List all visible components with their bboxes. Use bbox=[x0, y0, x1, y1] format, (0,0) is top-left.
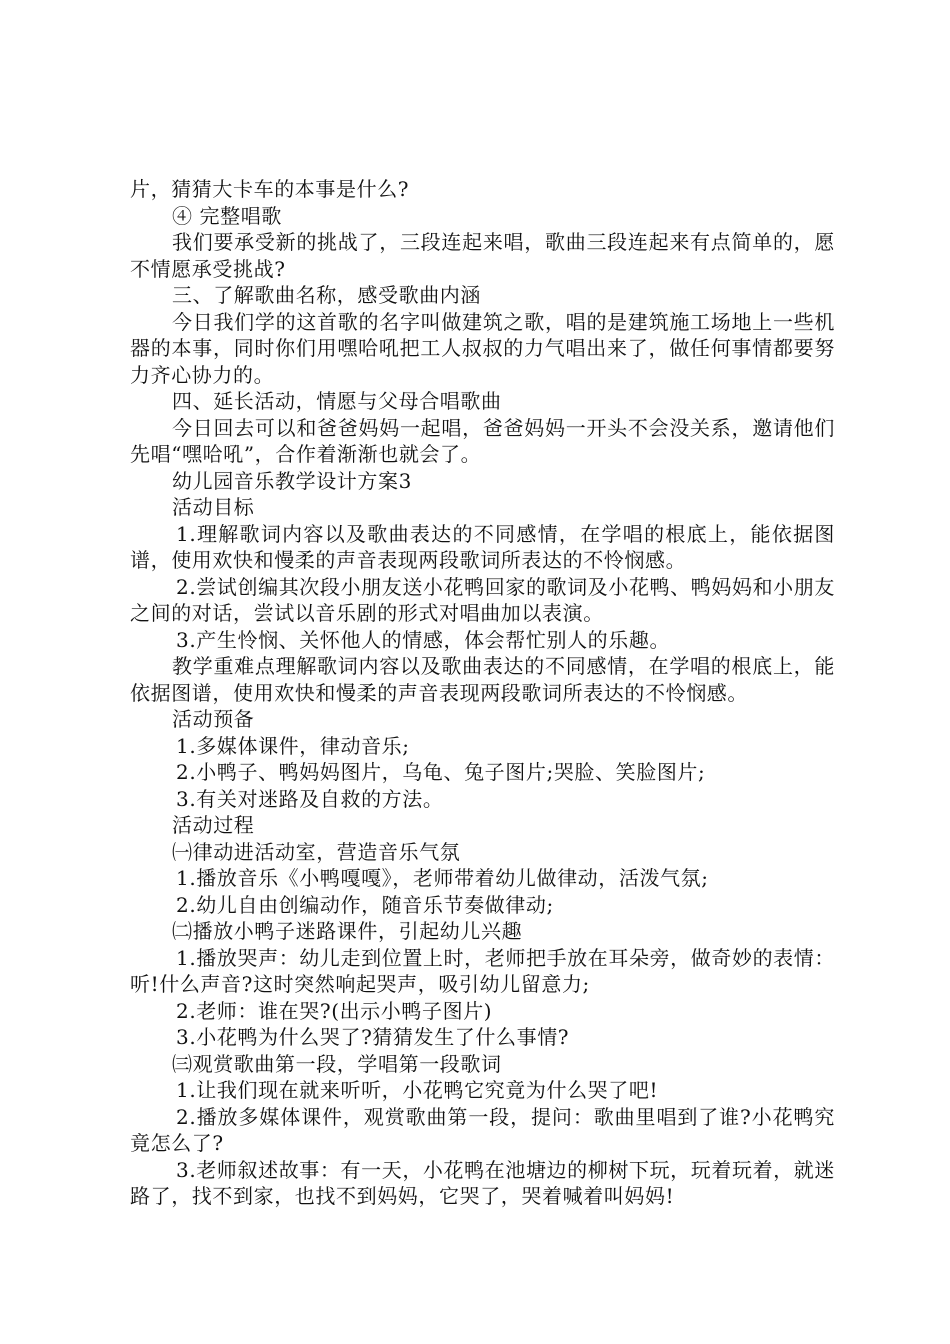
paragraph: 1.多媒体课件，律动音乐; bbox=[176, 733, 410, 758]
paragraph: 活动预备 bbox=[172, 707, 255, 731]
paragraph: ㈡播放小鸭子迷路课件，引起幼儿兴趣 bbox=[172, 919, 523, 943]
paragraph: 2.幼儿自由创编动作，随音乐节奏做律动; bbox=[176, 892, 554, 917]
paragraph: 3.有关对迷路及自救的方法。 bbox=[176, 786, 444, 811]
paragraph: ㈠律动进活动室，营造音乐气氛 bbox=[172, 839, 461, 864]
paragraph: 三、了解歌曲名称，感受歌曲内涵 bbox=[172, 283, 481, 307]
paragraph: 活动目标 bbox=[172, 495, 255, 519]
paragraph: 片，猜猜大卡车的本事是什么? bbox=[130, 177, 410, 201]
document-body bbox=[130, 176, 835, 1210]
paragraph: 2.老师：谁在哭?(出示小鸭子图片) bbox=[176, 998, 493, 1023]
paragraph: 幼儿园音乐教学设计方案3 bbox=[172, 468, 412, 493]
paragraph: 今日回去可以和爸爸妈妈一起唱，爸爸妈妈一开头不会没关系，邀请他们先唱“嘿哈吼”，合作着渐渐也就会了。 bbox=[130, 415, 835, 466]
paragraph: 2.尝试创编其次段小朋友送小花鸭回家的歌词及小花鸭、鸭妈妈和小朋友之间的对话，尝试以音乐剧的形式对唱曲加以表演。 bbox=[130, 574, 835, 625]
paragraph: 1.理解歌词内容以及歌曲表达的不同感情，在学唱的根底上，能依据图谱，使用欢快和慢柔的声音表现两段歌词所表达的不怜悯感。 bbox=[130, 521, 835, 572]
paragraph: 我们要承受新的挑战了，三段连起来唱，歌曲三段连起来有点简单的，愿不情愿承受挑战? bbox=[130, 230, 835, 281]
paragraph: 1.播放哭声：幼儿走到位置上时，老师把手放在耳朵旁，做奇妙的表情：听!什么声音?这时突然响起哭声，吸引幼儿留意力; bbox=[130, 945, 835, 996]
paragraph: 活动过程 bbox=[172, 813, 255, 837]
paragraph: 1.播放音乐《小鸭嘎嘎》，老师带着幼儿做律动，活泼气氛; bbox=[176, 866, 709, 890]
paragraph: 2.小鸭子、鸭妈妈图片，乌龟、兔子图片;哭脸、笑脸图片; bbox=[176, 760, 706, 784]
paragraph: 教学重难点理解歌词内容以及歌曲表达的不同感情，在学唱的根底上，能依据图谱，使用欢快和慢柔的声音表现两段歌词所表达的不怜悯感。 bbox=[130, 654, 835, 705]
paragraph: 3.产生怜悯、关怀他人的情感，体会帮忙别人的乐趣。 bbox=[176, 627, 671, 652]
paragraph: 3.小花鸭为什么哭了?猜猜发生了什么事情? bbox=[176, 1025, 570, 1049]
paragraph: 1.让我们现在就来听听，小花鸭它究竟为什么哭了吧! bbox=[176, 1078, 659, 1102]
paragraph: 2.播放多媒体课件，观赏歌曲第一段，提问：歌曲里唱到了谁?小花鸭究竟怎么了? bbox=[130, 1104, 835, 1155]
paragraph: 今日我们学的这首歌的名字叫做建筑之歌，唱的是建筑施工场地上一些机器的本事，同时你们用嘿哈吼把工人叔叔的力气唱出来了，做任何事情都要努力齐心协力的。 bbox=[130, 309, 835, 387]
paragraph: 3.老师叙述故事：有一天，小花鸭在池塘边的柳树下玩，玩着玩着，就迷路了，找不到家，也找不到妈妈，它哭了，哭着喊着叫妈妈! bbox=[130, 1157, 835, 1208]
paragraph: ㈢观赏歌曲第一段，学唱第一段歌词 bbox=[172, 1051, 502, 1076]
paragraph: ④ 完整唱歌 bbox=[172, 203, 282, 228]
paragraph: 四、延长活动，情愿与父母合唱歌曲 bbox=[172, 389, 502, 413]
